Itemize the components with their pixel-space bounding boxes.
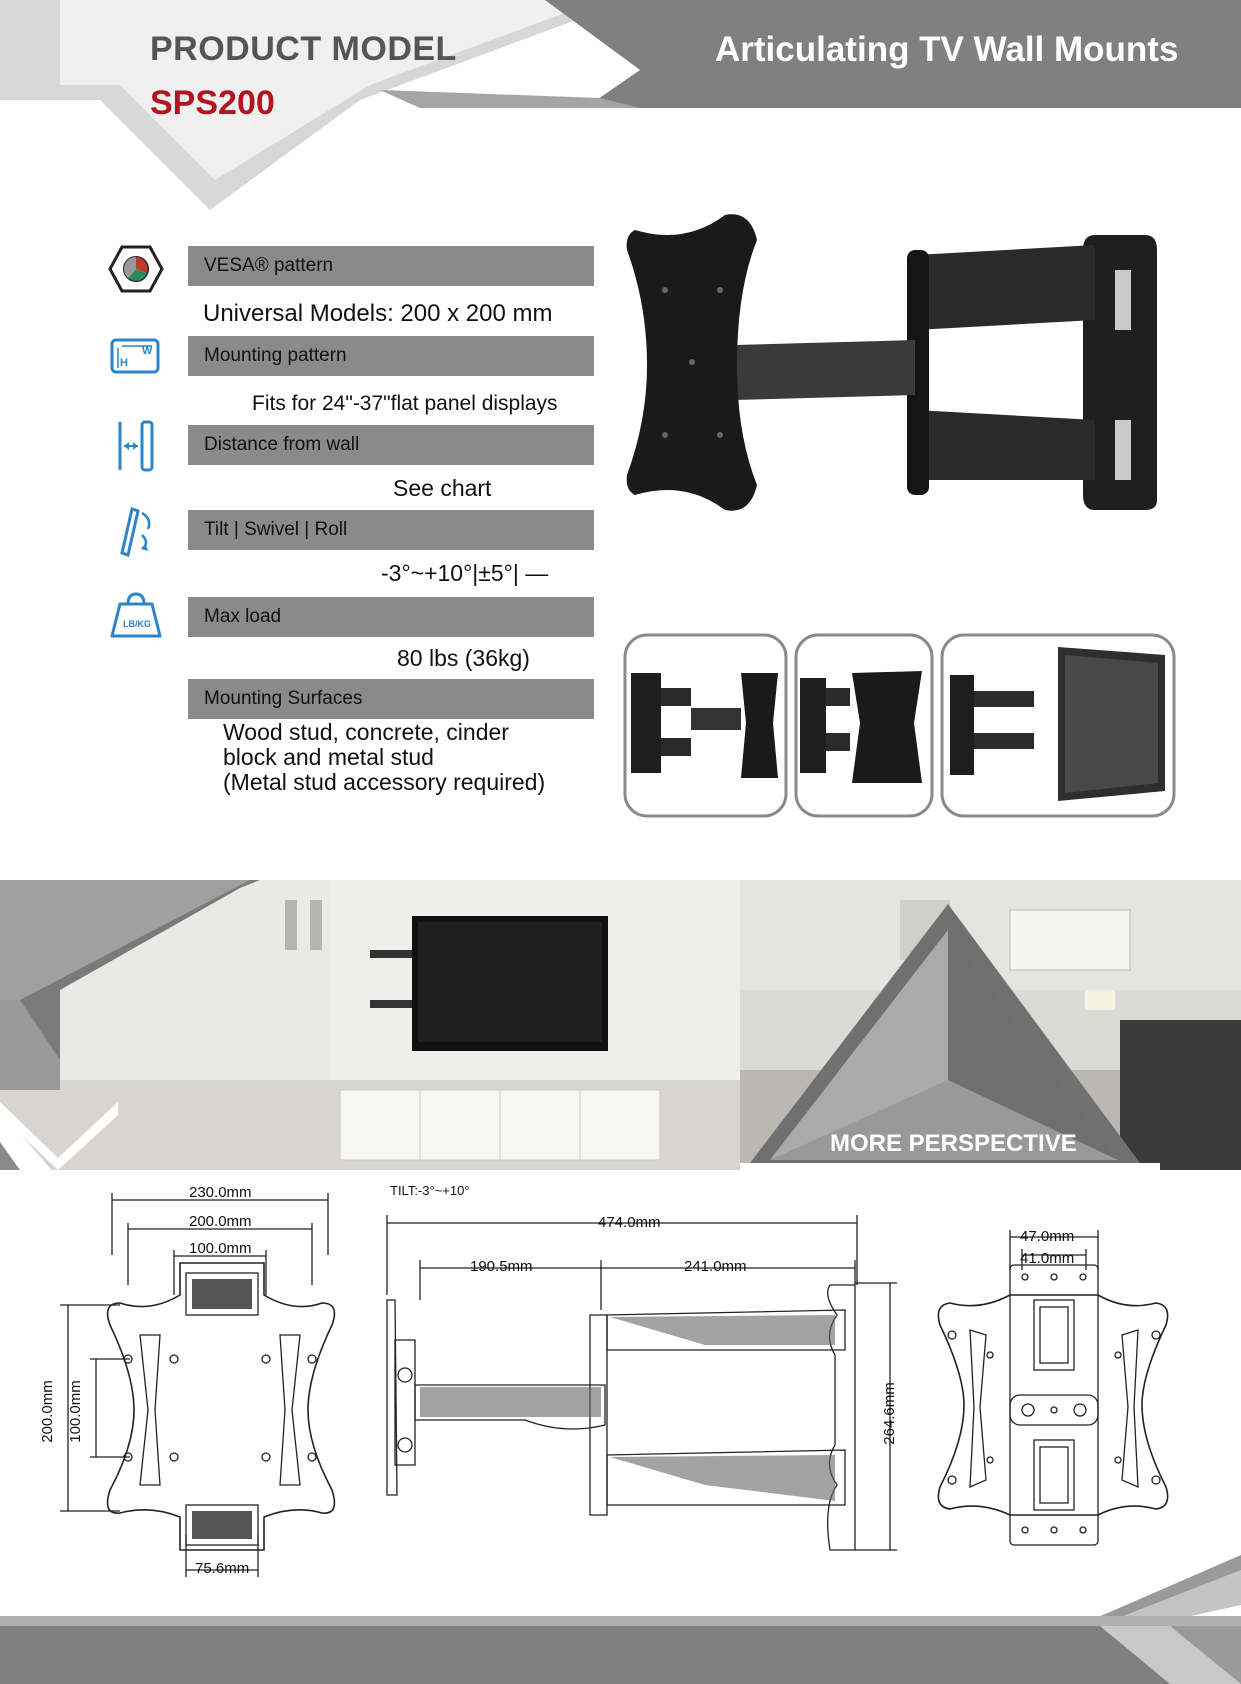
- spec-distance-value: See chart: [393, 475, 492, 501]
- room-banner: [0, 880, 1241, 1170]
- spec-surfaces-line: block and metal stud: [223, 744, 434, 770]
- spec-mounting-value: Fits for 24"-37"flat panel displays: [252, 392, 558, 415]
- spec-vesa-value: Universal Models: 200 x 200 mm: [203, 300, 553, 327]
- front-width-outer: 230.0mm: [189, 1184, 252, 1201]
- more-perspective-label: MORE PERSPECTIVE: [830, 1130, 1077, 1157]
- spec-surfaces-value: [223, 720, 545, 795]
- product-model-code: SPS200: [150, 84, 275, 122]
- tilt-swivel-icon: [108, 505, 164, 553]
- side-height: 264.6mm: [880, 1382, 898, 1445]
- back-width-outer: 47.0mm: [1020, 1228, 1075, 1245]
- spec-tilt-label: Tilt | Swivel | Roll: [188, 510, 594, 550]
- weight-unit-label: LB/KG: [123, 619, 151, 629]
- side-total-depth: 474.0mm: [598, 1214, 661, 1231]
- product-model-label: PRODUCT MODEL: [150, 30, 457, 68]
- spec-load-value: 80 lbs (36kg): [397, 645, 530, 671]
- spec-surfaces-line: Wood stud, concrete, cinder: [223, 719, 509, 745]
- weight-icon: [108, 592, 164, 640]
- side-arm-segment-2: 241.0mm: [684, 1258, 747, 1275]
- mounting-h-label: H: [120, 357, 128, 369]
- spec-tilt-value: -3°~+10°|±5°| —: [381, 560, 549, 586]
- spec-distance-label: Distance from wall: [188, 425, 594, 465]
- spec-surfaces-label: Mounting Surfaces: [188, 679, 594, 719]
- vesa-icon: [108, 245, 164, 293]
- front-height-inner: 100.0mm: [66, 1380, 84, 1443]
- spec-surfaces-line: (Metal stud accessory required): [223, 769, 546, 795]
- thumbnail-with-tv: [940, 633, 1176, 818]
- front-width-vesa: 200.0mm: [189, 1213, 252, 1230]
- side-view-drawing: [375, 1205, 920, 1570]
- page-title: Articulating TV Wall Mounts: [715, 30, 1179, 69]
- mounting-w-label: W: [142, 345, 153, 357]
- spec-vesa-label: VESA® pattern: [188, 246, 594, 286]
- product-image: [625, 210, 1165, 515]
- back-width-inner: 41.0mm: [1020, 1250, 1075, 1267]
- mounting-pattern-icon: [108, 332, 164, 380]
- front-width-inner: 100.0mm: [189, 1240, 252, 1257]
- thumbnail-folded: [623, 633, 788, 818]
- front-height-vesa: 200.0mm: [38, 1380, 56, 1443]
- front-bottom-width: 75.6mm: [195, 1560, 250, 1577]
- side-tilt-label: TILT:-3°~+10°: [390, 1183, 470, 1198]
- spec-load-label: Max load: [188, 597, 594, 637]
- footer-band: [0, 1545, 1241, 1684]
- distance-icon: [108, 420, 164, 468]
- spec-mounting-label: Mounting pattern: [188, 336, 594, 376]
- thumbnail-side: [794, 633, 934, 818]
- back-view-drawing: [930, 1225, 1175, 1565]
- side-arm-segment-1: 190.5mm: [470, 1258, 533, 1275]
